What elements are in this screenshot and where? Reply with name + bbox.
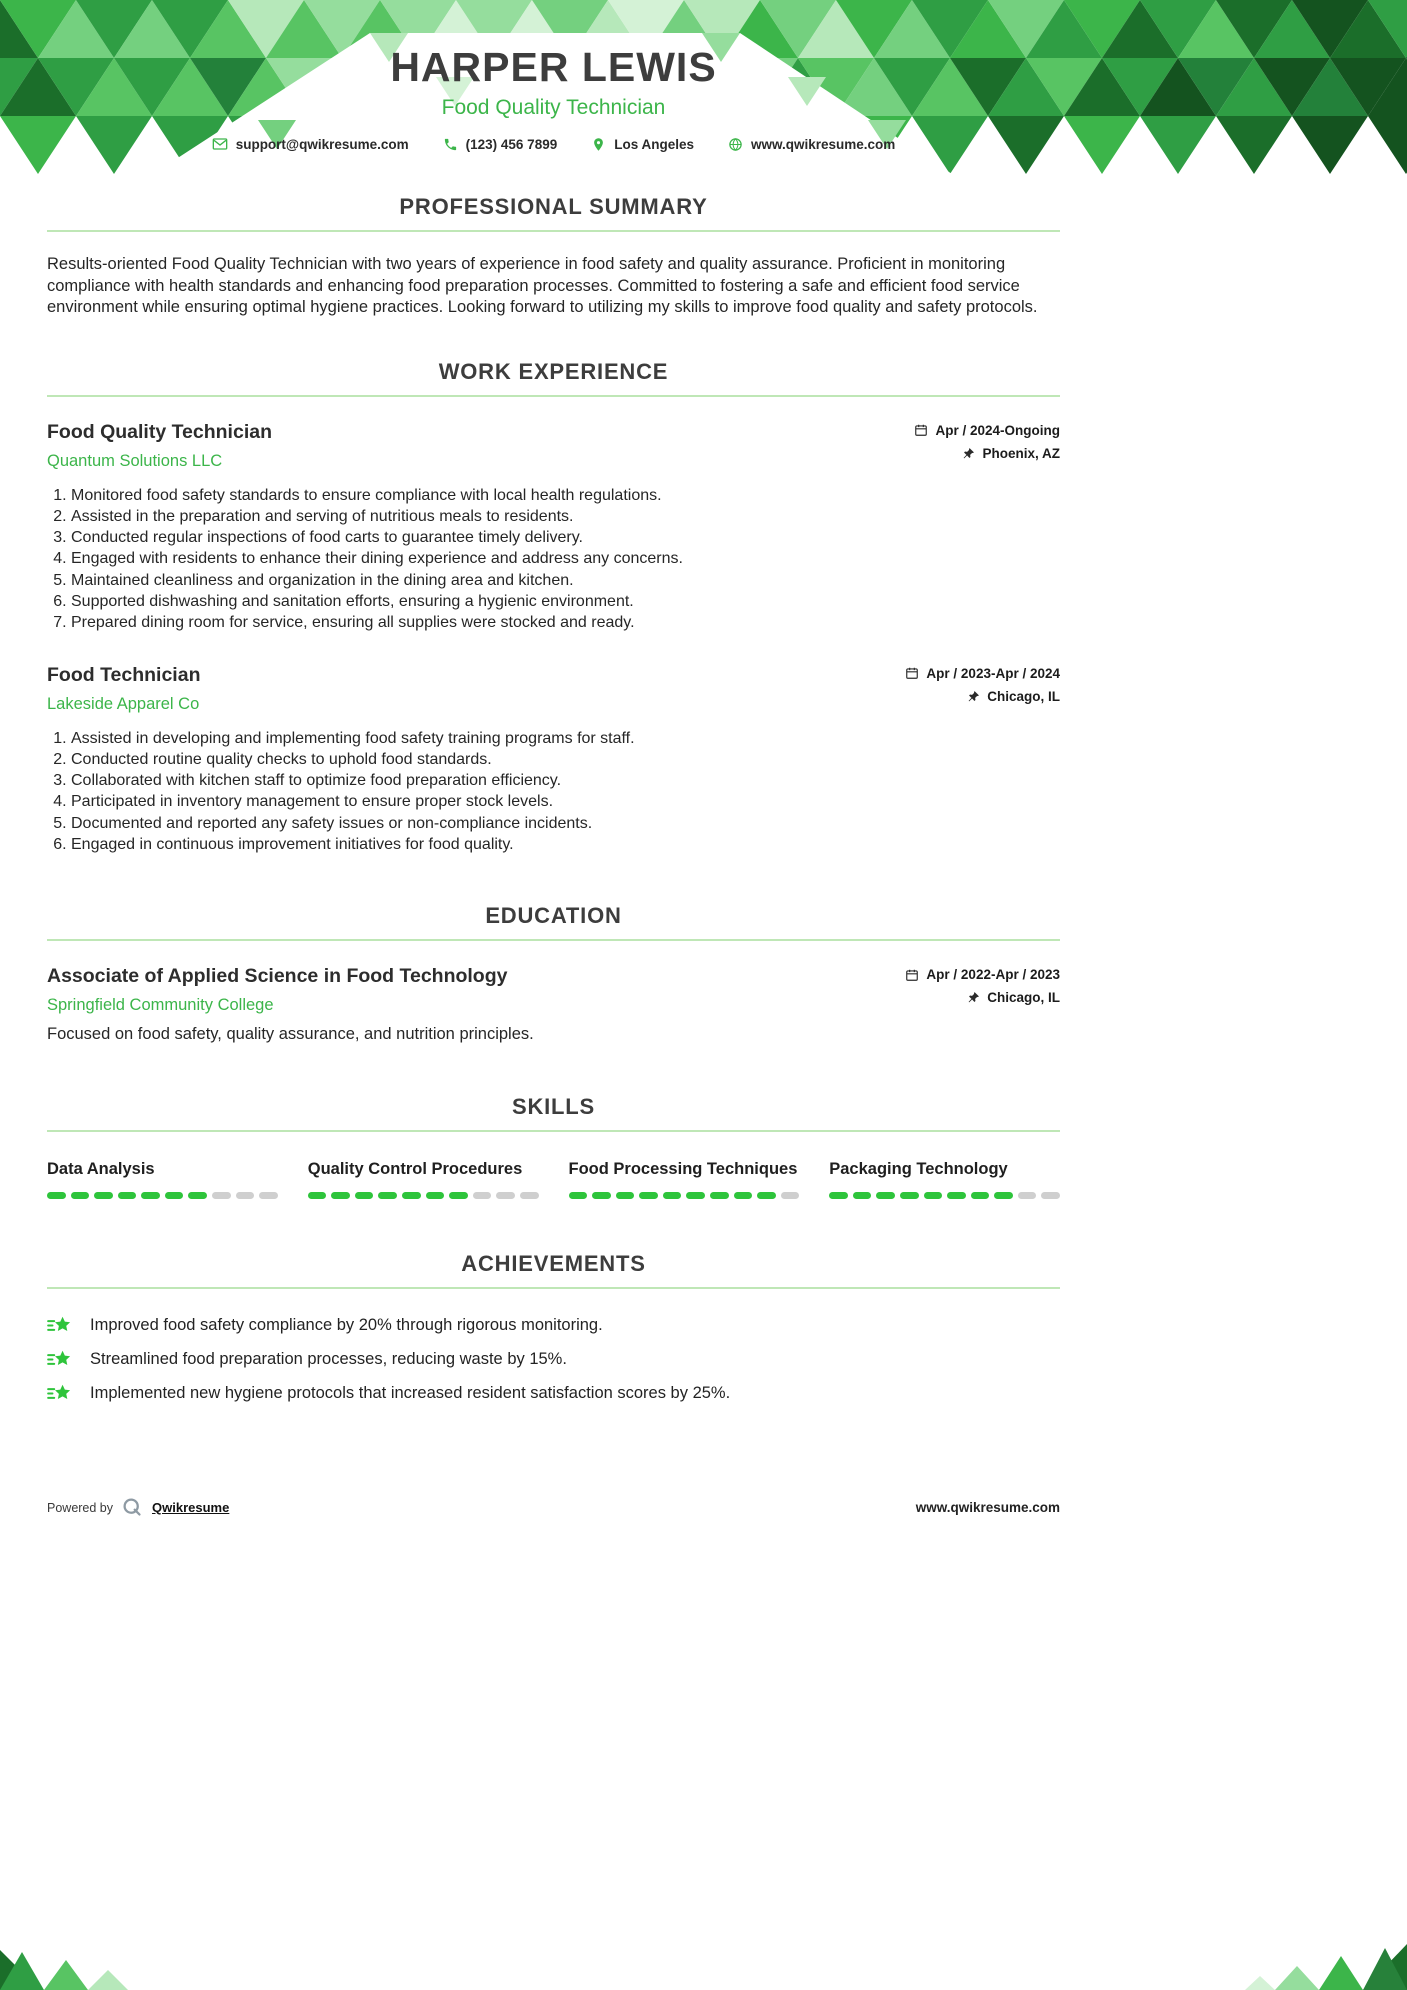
resume-body [47,194,1060,1404]
skill-bar-segment [520,1192,539,1199]
job-location-row [914,446,1060,461]
skill-bar-segment [426,1192,445,1199]
skill-bar-segment [449,1192,468,1199]
skill-bar-segment [757,1192,776,1199]
section-achievements [47,1251,1060,1404]
achievement-item [47,1383,1060,1404]
skill-level-bar [829,1192,1060,1199]
achievement-item [47,1315,1060,1336]
skill-bar-segment [616,1192,635,1199]
skills-heading: SKILLS [511,1094,596,1120]
education-dates-row [905,967,1060,982]
job-dates-row [905,666,1060,681]
job-title-block [47,421,272,471]
skill-bar-segment [686,1192,705,1199]
skill-name: Quality Control Procedures [307,1160,523,1179]
job-bullet: 3. Collaborated with kitchen staff to optimize food preparation efficiency. [71,770,1060,791]
work-experience-heading: WORK EXPERIENCE [438,358,669,384]
education-heading: EDUCATION [485,903,622,929]
contact-email-text: support@qwikresume.com [235,136,409,152]
job-bullet: 1. Assisted in developing and implementing food safety training programs for staff. [71,728,1060,749]
skill-bar-segment [94,1192,113,1199]
section-work-experience [47,359,1060,856]
summary-text: Results-oriented Food Quality Technician with two years of experience in food safety and quality assurance. Proficient in monitoring compliance with health standards and enhancing food preparation processes. Committed to fostering a safe and efficient food service environment while ensuring optimal hygiene practices. Looking forward to utilizing my skills to improve food quality and safety protocols. [47,255,1038,316]
job-company: Quantum Solutions LLC [47,451,223,470]
page-footer [47,1497,1060,1518]
summary-heading: PROFESSIONAL SUMMARY [399,194,708,219]
achievement-item [47,1349,1060,1370]
skill-bar-segment [900,1192,919,1199]
contact-phone[interactable] [443,137,558,152]
bottom-right-triangle-decoration [1237,1934,1407,1990]
skill-item [308,1160,539,1199]
education-dates: Apr / 2022-Apr / 2023 [926,967,1060,983]
job-dates-row [914,423,1060,438]
contact-row [47,136,1060,152]
skill-level-bar [569,1192,800,1199]
candidate-name: HARPER LEWIS [390,44,717,90]
bottom-left-triangle-decoration [0,1938,150,1990]
email-icon [212,136,228,152]
skill-item [829,1160,1060,1199]
job-meta [914,421,1060,469]
education-location-row [905,990,1060,1005]
job-header [47,664,1060,714]
skill-bar-segment [592,1192,611,1199]
pushpin-icon [962,447,975,460]
pushpin-icon [967,690,980,703]
skill-bar-segment [308,1192,327,1199]
skill-level-bar [308,1192,539,1199]
qwikresume-link[interactable]: Qwikresume [152,1500,230,1515]
map-pin-icon [591,137,606,152]
skill-bar-segment [781,1192,800,1199]
section-divider [47,1130,1060,1132]
skill-bar-segment [924,1192,943,1199]
job-location-row [905,689,1060,704]
section-education [47,903,1060,1044]
skill-bar-segment [853,1192,872,1199]
skill-bar-segment [734,1192,753,1199]
skill-item [47,1160,278,1199]
skill-bar-segment [236,1192,255,1199]
skill-item [569,1160,800,1199]
job-header [47,421,1060,471]
skill-bar-segment [829,1192,848,1199]
achievement-star-icon [47,1383,72,1404]
skill-bar-segment [47,1192,66,1199]
skill-bar-segment [473,1192,492,1199]
skill-bar-segment [994,1192,1013,1199]
achievement-star-icon [47,1349,72,1370]
job-bullet: 2. Conducted routine quality checks to uphold food standards. [71,749,1060,770]
skills-grid [47,1160,1060,1199]
footer-website-link[interactable]: www.qwikresume.com [915,1500,1060,1515]
achievement-text: Improved food safety compliance by 20% through rigorous monitoring. [90,1316,603,1335]
contact-email[interactable] [212,136,409,152]
contact-website[interactable] [728,137,895,152]
education-header [47,965,1060,1015]
job-bullet-list [47,485,1060,634]
calendar-icon [905,666,919,680]
section-divider [47,395,1060,397]
skill-bar-segment [118,1192,137,1199]
job-bullet: 4. Engaged with residents to enhance their dining experience and address any concerns. [71,548,1060,569]
skill-bar-segment [331,1192,350,1199]
skill-bar-segment [141,1192,160,1199]
education-meta [905,965,1060,1013]
education-entry [47,965,1060,1044]
contact-phone-text: (123) 456 7899 [465,136,558,152]
job-bullet: 6. Engaged in continuous improvement initiatives for food quality. [71,834,1060,855]
skill-bar-segment [71,1192,90,1199]
job-bullet-list [47,728,1060,856]
skill-name: Data Analysis [47,1160,155,1179]
skill-bar-segment [165,1192,184,1199]
section-skills [47,1094,1060,1199]
qwikresume-logo-icon [122,1497,143,1518]
job-dates: Apr / 2023-Apr / 2024 [926,665,1060,681]
skill-bar-segment [569,1192,588,1199]
job-company: Lakeside Apparel Co [47,694,200,713]
job-entry [47,664,1060,856]
skill-bar-segment [496,1192,515,1199]
achievements-heading: ACHIEVEMENTS [461,1251,646,1277]
achievement-star-icon [47,1315,72,1336]
section-divider [47,1287,1060,1289]
section-divider [47,230,1060,232]
skill-bar-segment [188,1192,207,1199]
contact-location [591,137,694,152]
skill-bar-segment [1041,1192,1060,1199]
skill-bar-segment [663,1192,682,1199]
job-bullet: 1. Monitored food safety standards to ensure compliance with local health regulations. [71,485,1060,506]
job-dates: Apr / 2024-Ongoing [935,422,1060,438]
skill-bar-segment [710,1192,729,1199]
candidate-job-title: Food Quality Technician [441,96,666,119]
job-location: Chicago, IL [987,688,1060,704]
skill-bar-segment [402,1192,421,1199]
job-location: Phoenix, AZ [982,445,1060,461]
calendar-icon [905,968,919,982]
skill-name: Food Processing Techniques [568,1160,798,1179]
education-location: Chicago, IL [987,990,1060,1006]
education-degree: Associate of Applied Science in Food Technology [47,965,508,988]
skill-bar-segment [212,1192,231,1199]
calendar-icon [914,423,928,437]
globe-icon [728,137,743,152]
skill-bar-segment [259,1192,278,1199]
education-title-block [47,965,507,1015]
powered-by-label: Powered by [47,1500,114,1515]
pushpin-icon [967,991,980,1004]
job-meta [905,664,1060,712]
job-role: Food Technician [47,663,201,686]
skill-bar-segment [971,1192,990,1199]
skill-name: Packaging Technology [829,1160,1008,1179]
section-professional-summary [47,194,1060,319]
job-bullet: 6. Supported dishwashing and sanitation efforts, ensuring a hygienic environment. [71,591,1060,612]
skill-bar-segment [378,1192,397,1199]
skill-bar-segment [355,1192,374,1199]
job-title-block [47,664,200,714]
job-entry [47,421,1060,634]
skill-bar-segment [1018,1192,1037,1199]
header-banner [0,0,1407,182]
job-bullet: 4. Participated in inventory management to ensure proper stock levels. [71,791,1060,812]
education-school: Springfield Community College [47,996,274,1015]
skill-bar-segment [876,1192,895,1199]
contact-website-text: www.qwikresume.com [751,136,896,152]
job-bullet: 3. Conducted regular inspections of food carts to guarantee timely delivery. [71,527,1060,548]
powered-by-block [47,1497,229,1518]
skill-level-bar [47,1192,278,1199]
achievement-text: Implemented new hygiene protocols that increased resident satisfaction scores by 25%. [90,1384,731,1403]
job-role: Food Quality Technician [47,420,272,443]
achievement-text: Streamlined food preparation processes, reducing waste by 15%. [90,1350,567,1369]
job-bullet: 5. Maintained cleanliness and organization in the dining area and kitchen. [71,570,1060,591]
section-divider [47,939,1060,941]
skill-bar-segment [947,1192,966,1199]
skill-bar-segment [639,1192,658,1199]
job-bullet: 7. Prepared dining room for service, ensuring all supplies were stocked and ready. [71,612,1060,633]
phone-icon [443,137,458,152]
achievements-list [47,1315,1060,1404]
education-description: Focused on food safety, quality assurance, and nutrition principles. [47,1025,534,1044]
contact-location-text: Los Angeles [614,136,694,152]
job-bullet: 5. Documented and reported any safety issues or non-compliance incidents. [71,813,1060,834]
job-bullet: 2. Assisted in the preparation and serving of nutritious meals to residents. [71,506,1060,527]
